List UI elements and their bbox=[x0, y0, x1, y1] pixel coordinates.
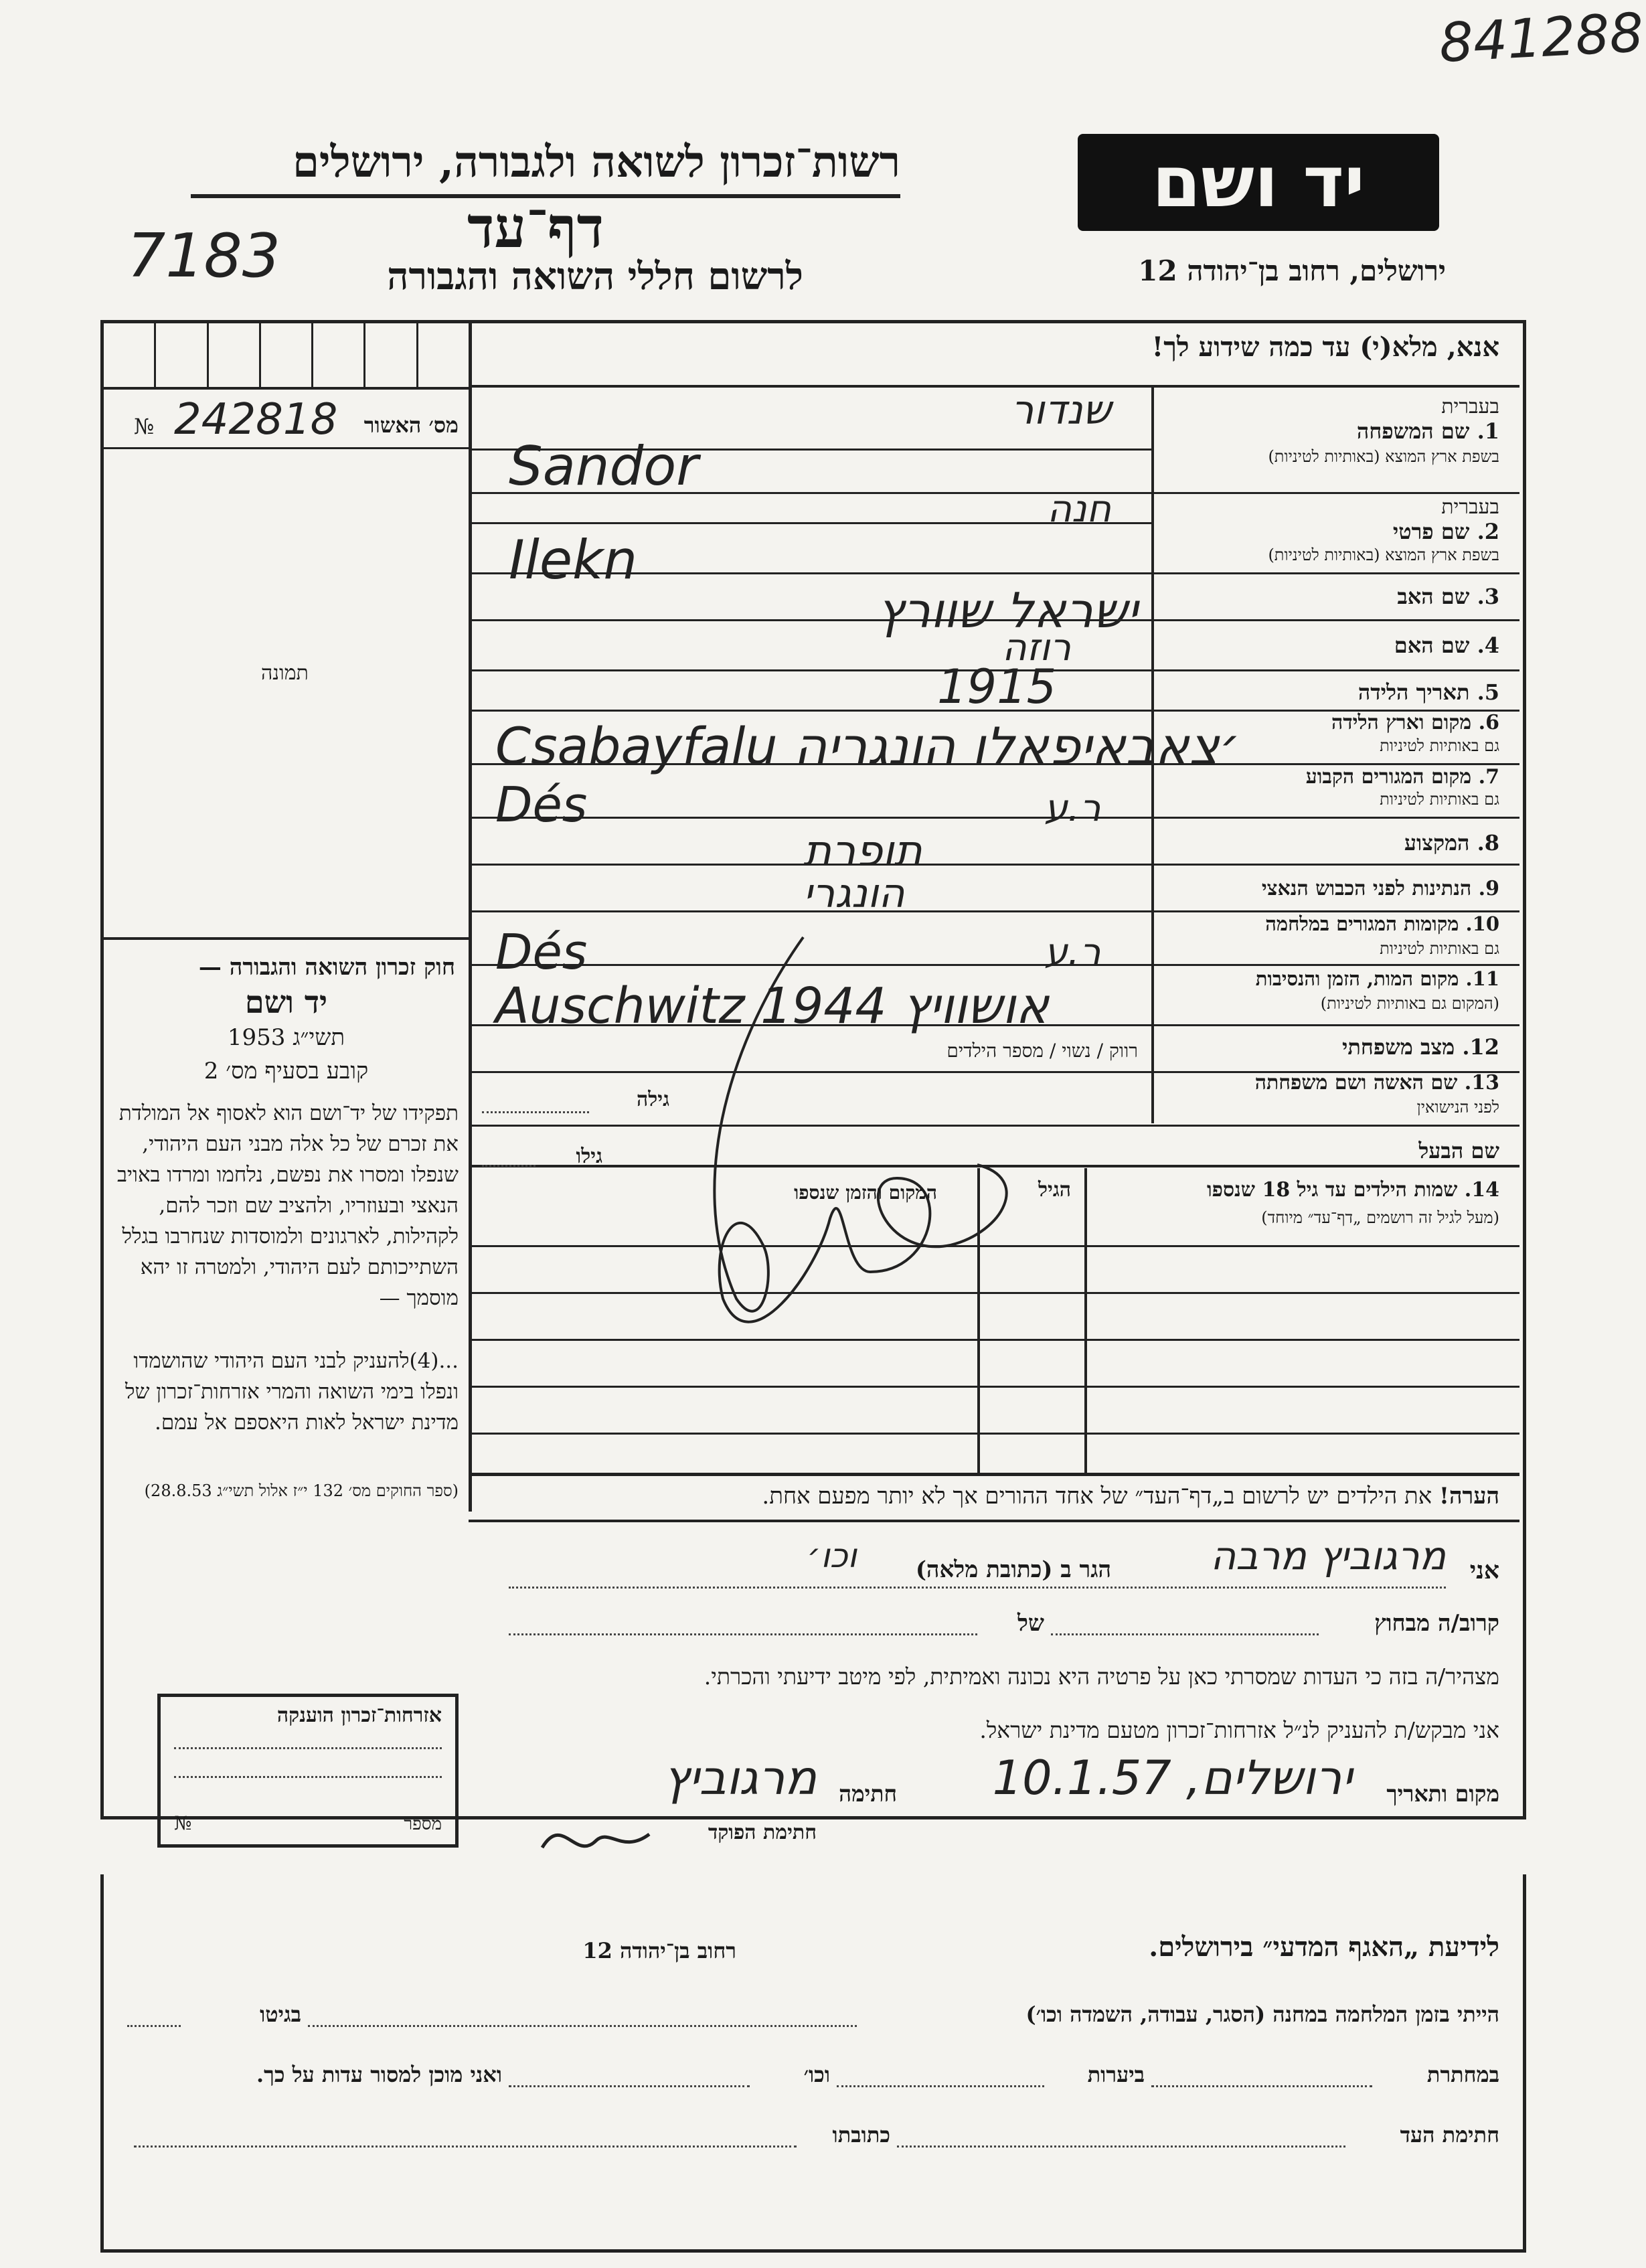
husband-label: שם הבעל bbox=[1418, 1138, 1499, 1163]
surname-latin: Sandor bbox=[509, 435, 699, 497]
field-2-sub: בשפת ארץ המוצא (באותיות לטיניות) bbox=[1268, 546, 1499, 564]
instruction: אנא, מלא(י) עד כמה שידוע לך! bbox=[1151, 331, 1499, 363]
decl-i: אני bbox=[1469, 1556, 1499, 1585]
wife-age-label: גילה bbox=[636, 1088, 669, 1111]
law-source: (ספר החוקים מס׳ 132 י״ז אלול תשי״ג 28.8.53) bbox=[144, 1481, 459, 1500]
wartime-residence-country: ר.ע bbox=[1044, 930, 1101, 974]
decl-relative-label: קרוב/ה מבחוץ bbox=[1374, 1610, 1499, 1637]
citizenship-box bbox=[157, 1694, 459, 1848]
occupation: תופרת bbox=[803, 827, 922, 876]
place-date-value: ירושלים, 10.1.57 bbox=[992, 1751, 1352, 1805]
field-1-sub: בשפת ארץ המוצא (באותיות לטיניות) bbox=[1268, 447, 1499, 466]
form-subtitle: לרשום חללי השואה והגבורה bbox=[387, 254, 803, 299]
given-name-hebrew: חנה bbox=[1047, 487, 1111, 531]
photo-label: תמונה bbox=[261, 661, 309, 685]
decl-request: אני מבקש/ת להעניק לנ״ל אזרחות־זכרון מטעם מדינת ישראל. bbox=[979, 1717, 1499, 1743]
citizenship-number-label: מספר bbox=[404, 1814, 442, 1834]
field-4-label: 4. שם האם bbox=[1394, 633, 1499, 658]
field-12-label: 12. מצב משפחתי bbox=[1342, 1034, 1499, 1060]
authority-line: רשות־זכרון לשואה ולגבורה, ירושלים bbox=[292, 137, 900, 187]
approval-boxes bbox=[104, 320, 469, 387]
officer-signature-label: חתימת הפוקד bbox=[708, 1821, 817, 1844]
footer-address: רחוב בן־יהודה 12 bbox=[582, 1938, 736, 1963]
residence-country: ר.ע bbox=[1044, 787, 1101, 830]
field-7-sub: גם באותיות לטיניות bbox=[1380, 790, 1499, 809]
sheet-number: 7183 bbox=[127, 221, 281, 291]
footer-witness-sig: חתימת העד bbox=[1400, 2122, 1499, 2148]
approval-no-label: № bbox=[134, 414, 155, 439]
law-name: יד ושם bbox=[244, 984, 328, 1020]
signature-value: מרגוביץ bbox=[663, 1751, 817, 1805]
field-11-label: 11. מקום המות, הזמן והנסיבות bbox=[1255, 967, 1499, 990]
birth-date: 1915 bbox=[937, 659, 1057, 714]
children-age-header: הגיל bbox=[1038, 1178, 1071, 1202]
field-10-sub: גם באותיות לטיניות bbox=[1380, 939, 1499, 958]
archive-number: 841288 bbox=[1437, 1, 1645, 74]
field-2-lang: בעברית bbox=[1441, 495, 1499, 519]
declarant-name: מרגוביץ מרבה bbox=[1210, 1533, 1446, 1578]
wartime-residence: Dés bbox=[495, 924, 588, 980]
father-name: ישראל שוורץ bbox=[877, 582, 1138, 639]
law-title: חוק זכרון השואה והגבורה — bbox=[198, 954, 455, 981]
death-place: Auschwitz 1944 אושוויץ bbox=[495, 977, 1049, 1035]
field-3-label: 3. שם האב bbox=[1397, 584, 1499, 609]
decl-address-value: וכו׳ bbox=[807, 1536, 857, 1575]
field-1-label: 1. שם המשפחה bbox=[1356, 418, 1499, 444]
given-name-latin: Ilekn bbox=[509, 529, 638, 591]
place-date-label: מקום ותאריך bbox=[1386, 1781, 1499, 1807]
note: הערה! את הילדים יש לרשום ב„דף־העד״ של אחד ההורים אך לא יותר מפעם אחת. bbox=[762, 1483, 1499, 1510]
header-address: ירושלים, רחוב בן־יהודה 12 bbox=[1138, 254, 1446, 287]
field-5-label: 5. תאריך הלידה bbox=[1357, 679, 1499, 705]
footer-etc: וכו׳ bbox=[803, 2062, 830, 2087]
footer-title: לידיעת „האגף המדעי״ בירושלים. bbox=[1149, 1931, 1499, 1963]
footer-ghetto: בגיטו bbox=[260, 2002, 301, 2027]
footer-underground: במחתרת bbox=[1426, 2062, 1499, 2087]
law-clause: קובע בסעיף מס׳ 2 bbox=[203, 1058, 369, 1084]
field-1-lang: בעברית bbox=[1441, 395, 1499, 418]
field-9-label: 9. הנתינות לפני הכבוש הנאצי bbox=[1261, 877, 1499, 900]
law-item4: ...(4)להעניק לבני העם היהודי שהושמדו ונפלו בימי השואה והמרי אזרחות־זכרון של מדינת ישראל לאות היאספם אל עמם. bbox=[125, 1349, 459, 1435]
husband-age-label: גילו bbox=[576, 1145, 602, 1168]
field-13-label: 13. שם האשה ושם משפחתה bbox=[1254, 1071, 1499, 1095]
children-place-header: המקום והזמן שנספו bbox=[794, 1182, 937, 1204]
footer-address-label: כתובתו bbox=[832, 2122, 890, 2148]
law-body: תפקידו של יד־ושם הוא לאסוף אל המולדת את זכרם של כל אלה מבני העם היהודי, שנפלו ומסרו את נפשם, נלחמו ומרדו באויב הנאצי ובעוזריו, ולהציב שם וזכר להם, לקהילות, לארגונים ולמוסדות שנחרבו בגלל השתייכותם לעם היהודי, ולמטרה זו יהא מוסמך — bbox=[116, 1101, 459, 1310]
law-year: תשי״ג 1953 bbox=[227, 1024, 345, 1051]
footer-forests: ביערות bbox=[1087, 2062, 1145, 2087]
field-2-label: 2. שם פרטי bbox=[1392, 519, 1499, 544]
residence: Dés bbox=[495, 777, 588, 833]
approval-number: 242818 bbox=[174, 395, 338, 444]
field-13-sub: לפני הנישואין bbox=[1416, 1098, 1499, 1117]
nationality: הונגרי bbox=[803, 870, 905, 917]
children-label: 14. שמות הילדים עד גיל 18 שנספו bbox=[1206, 1178, 1499, 1202]
footer-camp-line: הייתי בזמן המלחמה במחנה (הסגר, עבודה, השמדה וכו׳) bbox=[1025, 2002, 1499, 2027]
decl-of-label: של bbox=[1017, 1610, 1044, 1637]
mother-name: רוזה bbox=[1002, 626, 1071, 669]
scribble-mark bbox=[602, 897, 1138, 1366]
children-sub: (מעל לגיל זה רושמים „דף־עד״ מיוחד) bbox=[1261, 1208, 1499, 1227]
decl-address-label: הגר ב (כתובת מלאה) bbox=[915, 1556, 1111, 1583]
officer-signature-mark bbox=[536, 1801, 656, 1868]
surname-hebrew: שנדור bbox=[1011, 387, 1111, 434]
signature-label: חתימה bbox=[839, 1781, 897, 1807]
marital-status-options: רווק / נשוי / מספר הילדים bbox=[947, 1040, 1138, 1062]
form-title: דף־עד bbox=[467, 194, 604, 260]
approval-label: מס׳ האשור bbox=[363, 412, 459, 438]
birth-place: Csabayfalu ׳צאבאיפאלו הונגריה bbox=[495, 716, 1240, 776]
field-7-label: 7. מקום המגורים הקבוע bbox=[1305, 765, 1499, 789]
footer-ready: ואני מוכן למסור עדות על כך. bbox=[256, 2062, 502, 2087]
decl-statement: מצהיר/ה בזה כי העדות שמסרתי כאן על פרטיה היא נכונה ואמיתית, לפי מיטב ידיעתי והכרתי. bbox=[704, 1664, 1499, 1690]
field-10-label: 10. מקומות המגורים במלחמה bbox=[1265, 912, 1499, 935]
field-6-label: 6. מקום וארץ הלידה bbox=[1331, 711, 1499, 734]
citizenship-no: № bbox=[174, 1812, 192, 1834]
citizenship-title: אזרחות־זכרון הוענקה bbox=[276, 1704, 442, 1727]
field-6-sub: גם באותיות לטיניות bbox=[1380, 736, 1499, 755]
field-11-sub: (המקום גם באותיות לטיניות) bbox=[1320, 994, 1499, 1013]
yad-vashem-logo: יד ושם bbox=[1078, 134, 1439, 231]
field-8-label: 8. המקצוע bbox=[1404, 830, 1499, 856]
